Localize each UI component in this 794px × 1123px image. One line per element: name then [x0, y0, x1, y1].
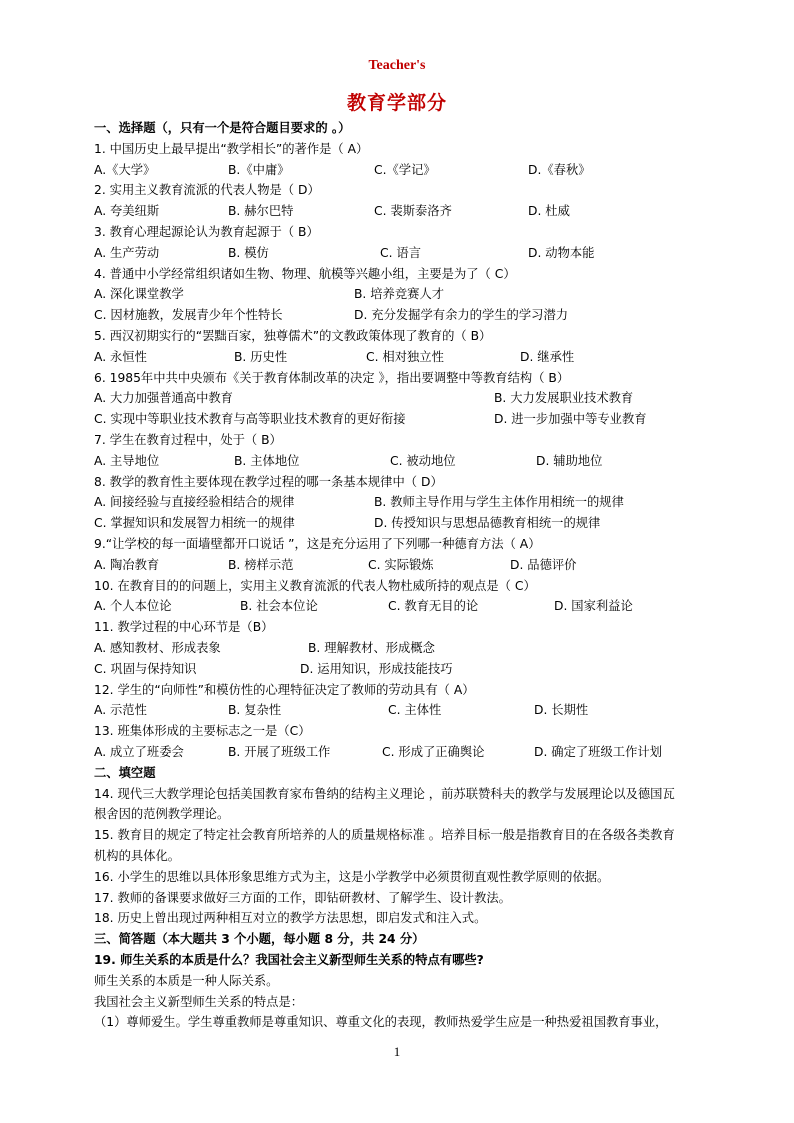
- option-item: B. 主体地位: [234, 453, 300, 468]
- option-item: C. 裴斯泰洛齐: [374, 204, 452, 219]
- option-item: B. 教师主导作用与学生主体作用相统一的规律: [374, 495, 624, 510]
- option-item: D. 继承性: [520, 349, 575, 364]
- text-line: 18. 历史上曾出现过两种相互对立的教学方法思想，即启发式和注入式。: [94, 911, 487, 926]
- option-item: B. 模仿: [228, 245, 269, 260]
- section-heading: 一、选择题（，只有一个是符合题目要求的 。）: [94, 121, 351, 135]
- section-heading: 三、简答题（本大题共 3 个小题，每小题 8 分，共 24 分）: [94, 932, 425, 947]
- option-item: D. 品德评价: [510, 557, 577, 572]
- option-item: D. 确定了班级工作计划: [534, 745, 662, 759]
- text-line: 根舍因的范例教学理论。: [94, 807, 230, 822]
- option-item: C. 因材施教，发展青少年个性特长: [94, 308, 283, 323]
- section-heading: 二、填空题: [94, 765, 156, 780]
- text-line: 12. 学生的“向师性”和模仿性的心理特征决定了教师的劳动具有（ A）: [94, 682, 475, 697]
- text-line: 6. 1985年中共中央颁布《关于教育体制改革的决定 》，指出要调整中等教育结构（ B）: [94, 370, 570, 385]
- option-item: B. 开展了班级工作: [228, 745, 331, 759]
- option-item: A. 间接经验与直接经验相结合的规律: [94, 495, 295, 510]
- text-line: 师生关系的本质是一种人际关系。: [94, 973, 279, 988]
- option-item: A. 陶冶教育: [94, 557, 160, 572]
- option-item: B. 培养竞赛人才: [354, 287, 445, 302]
- option-item: D. 运用知识，形成技能技巧: [300, 661, 453, 676]
- option-item: D. 杜威: [528, 204, 570, 219]
- text-line: 15. 教育目的规定了特定社会教育所培养的人的质量规格标准 。培养目标一般是指教育目的在各级各类教育: [94, 828, 675, 843]
- text-line: 8. 教学的教育性主要体现在教学过程的哪一条基本规律中（ D）: [94, 474, 443, 489]
- option-item: C. 形成了正确舆论: [382, 745, 485, 759]
- option-item: A. 夸美纽斯: [94, 204, 160, 219]
- option-item: A. 感知教材、形成表象: [94, 641, 221, 655]
- text-line: （1）尊师爱生。学生尊重教师是尊重知识、尊重文化的表现，教师热爱学生应是一种热爱祖国教育事业，: [94, 1015, 668, 1030]
- option-item: C. 语言: [380, 245, 421, 260]
- option-item: B. 历史性: [234, 349, 288, 364]
- option-item: C. 实际锻炼: [368, 557, 434, 572]
- option-item: D. 国家利益论: [554, 599, 633, 614]
- option-item: A. 永恒性: [94, 349, 147, 364]
- option-item: A.《大学》: [94, 162, 156, 177]
- option-item: D.《春秋》: [528, 162, 591, 177]
- option-item: C. 巩固与保持知识: [94, 661, 197, 676]
- option-item: B.《中庸》: [228, 162, 290, 177]
- option-item: C. 掌握知识和发展智力相统一的规律: [94, 516, 295, 531]
- option-item: D. 进一步加强中等专业教育: [494, 412, 647, 427]
- text-line: 10. 在教育目的的问题上，实用主义教育流派的代表人物杜威所持的观点是（ C）: [94, 578, 536, 593]
- option-item: A. 生产劳动: [94, 245, 160, 260]
- option-item: A. 主导地位: [94, 453, 160, 468]
- text-line: 2. 实用主义教育流派的代表人物是（ D）: [94, 183, 320, 198]
- text-line: 9.“让学校的每一面墙壁都开口说话 ”，这是充分运用了下列哪一种德育方法（ A）: [94, 537, 541, 551]
- option-item: C.《学记》: [374, 162, 436, 177]
- option-item: D. 长期性: [534, 703, 589, 718]
- option-item: A. 个人本位论: [94, 599, 172, 614]
- option-item: B. 社会本位论: [240, 599, 318, 614]
- page-title: 教育学部分: [346, 93, 447, 114]
- text-line: 13. 班集体形成的主要标志之一是（C）: [94, 724, 311, 739]
- header-label: Teacher's: [368, 58, 426, 73]
- option-item: D. 充分发掘学有余力的学生的学习潜力: [354, 308, 569, 323]
- page-number: 1: [393, 1044, 401, 1059]
- option-item: B. 赫尔巴特: [228, 204, 294, 219]
- text-line: 4. 普通中小学经常组织诸如生物、物理、航模等兴趣小组，主要是为了（ C）: [94, 266, 516, 281]
- option-item: B. 榜样示范: [228, 557, 294, 572]
- text-line: 7. 学生在教育过程中，处于（ B）: [94, 433, 282, 447]
- option-item: C. 教育无目的论: [388, 599, 479, 614]
- option-item: C. 相对独立性: [366, 349, 444, 364]
- option-item: B. 复杂性: [228, 703, 282, 718]
- option-item: B. 理解教材、形成概念: [308, 641, 435, 655]
- option-item: C. 主体性: [388, 703, 442, 718]
- text-line: 14. 现代三大教学理论包括美国教育家布鲁纳的结构主义理论 ，前苏联赞科夫的教学与发展理论以及德国瓦: [94, 786, 675, 801]
- option-item: A. 深化课堂教学: [94, 287, 184, 302]
- option-item: C. 实现中等职业技术教育与高等职业技术教育的更好衔接: [94, 412, 406, 427]
- option-item: D. 传授知识与思想品德教育相统一的规律: [374, 516, 601, 531]
- text-line: 机构的具体化。: [94, 849, 181, 863]
- text-line: 3. 教育心理起源论认为教育起源于（ B）: [94, 225, 319, 239]
- option-item: A. 示范性: [94, 703, 147, 718]
- option-item: D. 辅助地位: [536, 453, 603, 468]
- text-line: 1. 中国历史上最早提出“教学相长”的著作是（ A）: [94, 141, 369, 156]
- text-line: 我国社会主义新型师生关系的特点是：: [94, 994, 304, 1009]
- option-item: C. 被动地位: [390, 453, 456, 468]
- section-heading: 19. 师生关系的本质是什么？我国社会主义新型师生关系的特点有哪些?: [94, 953, 484, 967]
- option-item: D. 动物本能: [528, 245, 595, 260]
- text-line: 5. 西汉初期实行的“罢黜百家，独尊儒术”的文教政策体现了教育的（ B）: [94, 329, 492, 343]
- text-line: 17. 教师的备课要求做好三方面的工作，即钻研教材、了解学生、设计教法。: [94, 890, 511, 905]
- option-item: B. 大力发展职业技术教育: [494, 391, 634, 406]
- text-line: 11. 教学过程的中心环节是（B）: [94, 620, 274, 635]
- option-item: A. 成立了班委会: [94, 745, 184, 759]
- text-line: 16. 小学生的思维以具体形象思维方式为主，这是小学教学中必须贯彻直观性教学原则的依据。: [94, 869, 610, 884]
- option-item: A. 大力加强普通高中教育: [94, 391, 233, 406]
